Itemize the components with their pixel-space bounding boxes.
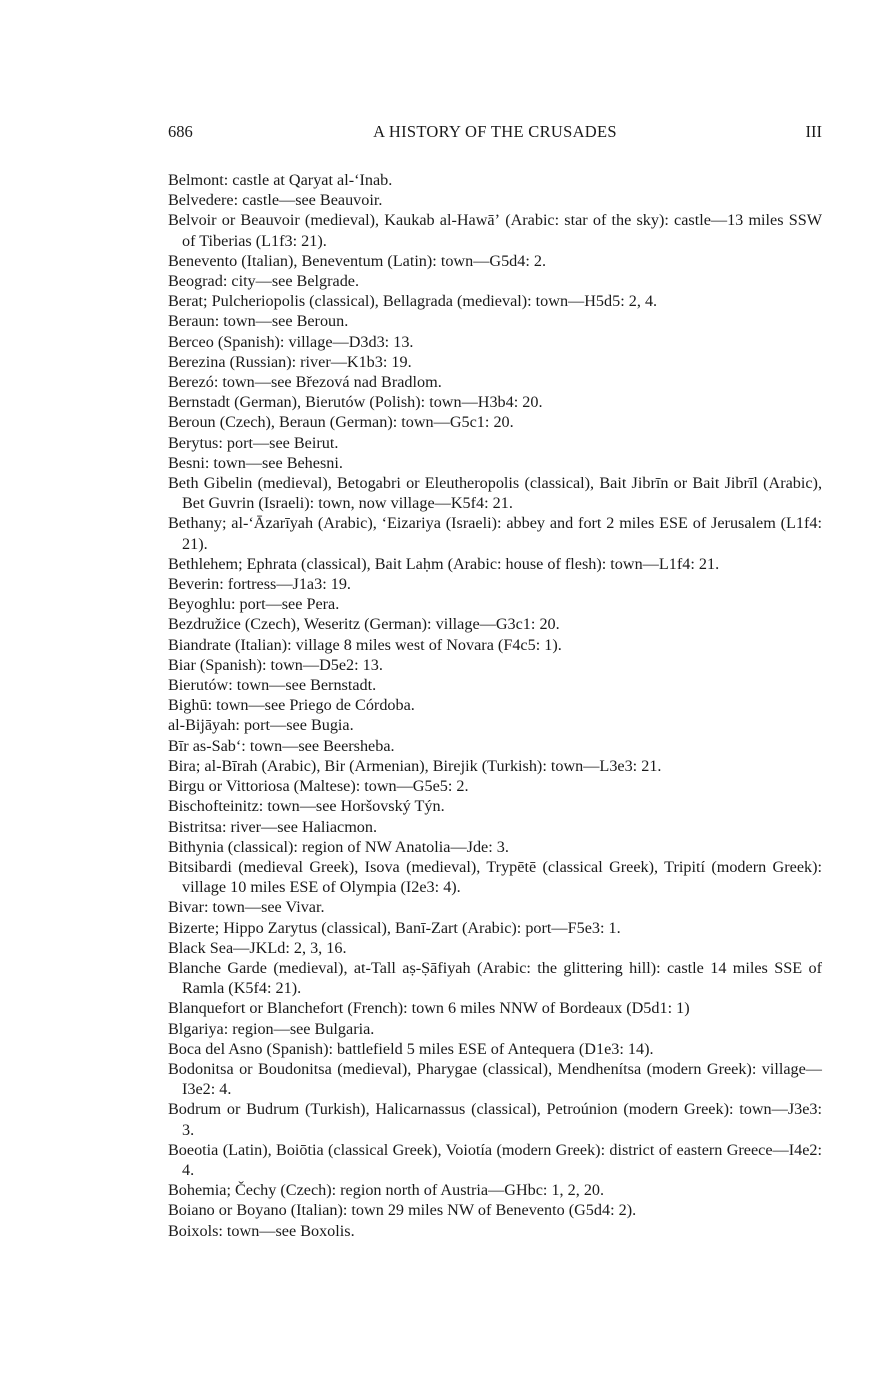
gazetteer-entry: Boca del Asno (Spanish): battlefield 5 miles ESE of Antequera (D1e3: 14). [168, 1039, 654, 1058]
gazetteer-entry: Besni: town—see Behesni. [168, 453, 343, 472]
gazetteer-entry: Benevento (Italian), Beneventum (Latin): town—G5d4: 2. [168, 251, 547, 270]
gazetteer-entry: Blgariya: region—see Bulgaria. [168, 1019, 375, 1038]
gazetteer-entry: Boixols: town—see Boxolis. [168, 1221, 355, 1240]
gazetteer-entry: Black Sea—JKLd: 2, 3, 16. [168, 938, 347, 957]
gazetteer-entry: Beyoghlu: port—see Pera. [168, 595, 340, 614]
gazetteer-entry: Boeotia (Latin), Boiōtia (classical Greek), Voiotía (modern Greek): district of eastern Greece—I4e2: 4. [168, 1140, 822, 1179]
running-header [168, 122, 822, 146]
gazetteer-entry: Bitsibardi (medieval Greek), Isova (medieval), Trypētē (classical Greek), Tripití (modern Greek): village 10 miles ESE of Olympia (I2e3: 4). [168, 857, 822, 897]
gazetteer-entry: Beroun (Czech), Beraun (German): town—G5c1: 20. [168, 413, 514, 432]
gazetteer-entry: Bernstadt (German), Bierutów (Polish): town—H3b4: 20. [168, 393, 543, 412]
gazetteer-entry: Berat; Pulcheriopolis (classical), Bellagrada (medieval): town—H5d5: 2, 4. [168, 292, 658, 311]
gazetteer-entry: Beraun: town—see Beroun. [168, 312, 349, 331]
gazetteer-entry: Bīr as-Sabʻ: town—see Beersheba. [168, 736, 395, 755]
running-title: A HISTORY OF THE CRUSADES [373, 122, 617, 141]
gazetteer-entry: Berezó: town—see Březová nad Bradlom. [168, 373, 442, 392]
gazetteer-entry: Bodrum or Budrum (Turkish), Halicarnassus (classical), Petroúnion (modern Greek): town—J3e3: 3. [168, 1100, 822, 1139]
gazetteer-entry: Boiano or Boyano (Italian): town 29 miles NW of Benevento (G5d4: 2). [168, 1201, 637, 1220]
gazetteer-entry: Bodonitsa or Boudonitsa (medieval), Pharygae (classical), Mendhenítsa (modern Greek): village—I3e2: 4. [168, 1059, 822, 1099]
gazetteer-entries [168, 170, 822, 1241]
gazetteer-entry: Berezina (Russian): river—K1b3: 19. [168, 352, 412, 371]
gazetteer-entry: Bethany; al-ʻĀzarīyah (Arabic), ʻEizariya (Israeli): abbey and fort 2 miles ESE of Jerusalem (L1f4: 21). [168, 514, 822, 553]
gazetteer-entry: Birgu or Vittoriosa (Maltese): town—G5e5: 2. [168, 777, 469, 796]
gazetteer-entry: Blanquefort or Blanchefort (French): town 6 miles NNW of Bordeaux (D5d1: 1) [168, 999, 690, 1018]
gazetteer-entry: Bethlehem; Ephrata (classical), Bait Laḥm (Arabic: house of flesh): town—L1f4: 21. [168, 554, 720, 573]
volume-number: III [805, 122, 822, 141]
gazetteer-entry: Blanche Garde (medieval), at-Tall aṣ-Ṣāfiyah (Arabic: the glittering hill): castle 14 miles SSE of Ramla (K5f4: 21). [168, 958, 822, 998]
gazetteer-entry: Bighū: town—see Priego de Córdoba. [168, 696, 415, 715]
gazetteer-entry: Belvoir or Beauvoir (medieval), Kaukab al-Hawāʼ (Arabic: star of the sky): castle—13 miles SSW of Tiberias (L1f3: 21). [168, 211, 822, 250]
gazetteer-entry: Bira; al-Bīrah (Arabic), Bir (Armenian), Birejik (Turkish): town—L3e3: 21. [168, 756, 662, 775]
gazetteer-entry: Belmont: castle at Qaryat al-ʻInab. [168, 171, 393, 189]
gazetteer-entry: Belvedere: castle—see Beauvoir. [168, 191, 383, 210]
gazetteer-entry: Bischofteinitz: town—see Horšovský Týn. [168, 797, 445, 816]
gazetteer-entry: Bistritsa: river—see Haliacmon. [168, 817, 378, 836]
gazetteer-entry: Beverin: fortress—J1a3: 19. [168, 575, 351, 594]
gazetteer-entry: Beograd: city—see Belgrade. [168, 272, 360, 291]
gazetteer-entry: Biandrate (Italian): village 8 miles west of Novara (F4c5: 1). [168, 635, 562, 654]
gazetteer-entry: Berytus: port—see Beirut. [168, 433, 339, 452]
gazetteer-entry: Berceo (Spanish): village—D3d3: 13. [168, 332, 414, 351]
gazetteer-entry: al-Bijāyah: port—see Bugia. [168, 716, 354, 735]
gazetteer-entry: Bivar: town—see Vivar. [168, 898, 325, 917]
gazetteer-entry: Biar (Spanish): town—D5e2: 13. [168, 655, 383, 674]
gazetteer-entry: Bierutów: town—see Bernstadt. [168, 676, 377, 695]
gazetteer-entry: Bohemia; Čechy (Czech): region north of Austria—GHbc: 1, 2, 20. [168, 1181, 605, 1200]
gazetteer-entry: Beth Gibelin (medieval), Betogabri or Eleutheropolis (classical), Bait Jibrīn or Bait Jibrīl (Arabic), Bet Guvrin (Israeli): town, now village—K5f4: 21. [168, 474, 822, 513]
gazetteer-entry: Bithynia (classical): region of NW Anatolia—Jde: 3. [168, 837, 509, 856]
gazetteer-entry: Bezdružice (Czech), Weseritz (German): village—G3c1: 20. [168, 615, 560, 634]
page-number: 686 [168, 122, 193, 141]
gazetteer-entry: Bizerte; Hippo Zarytus (classical), Banī-Zart (Arabic): port—F5e3: 1. [168, 918, 621, 937]
